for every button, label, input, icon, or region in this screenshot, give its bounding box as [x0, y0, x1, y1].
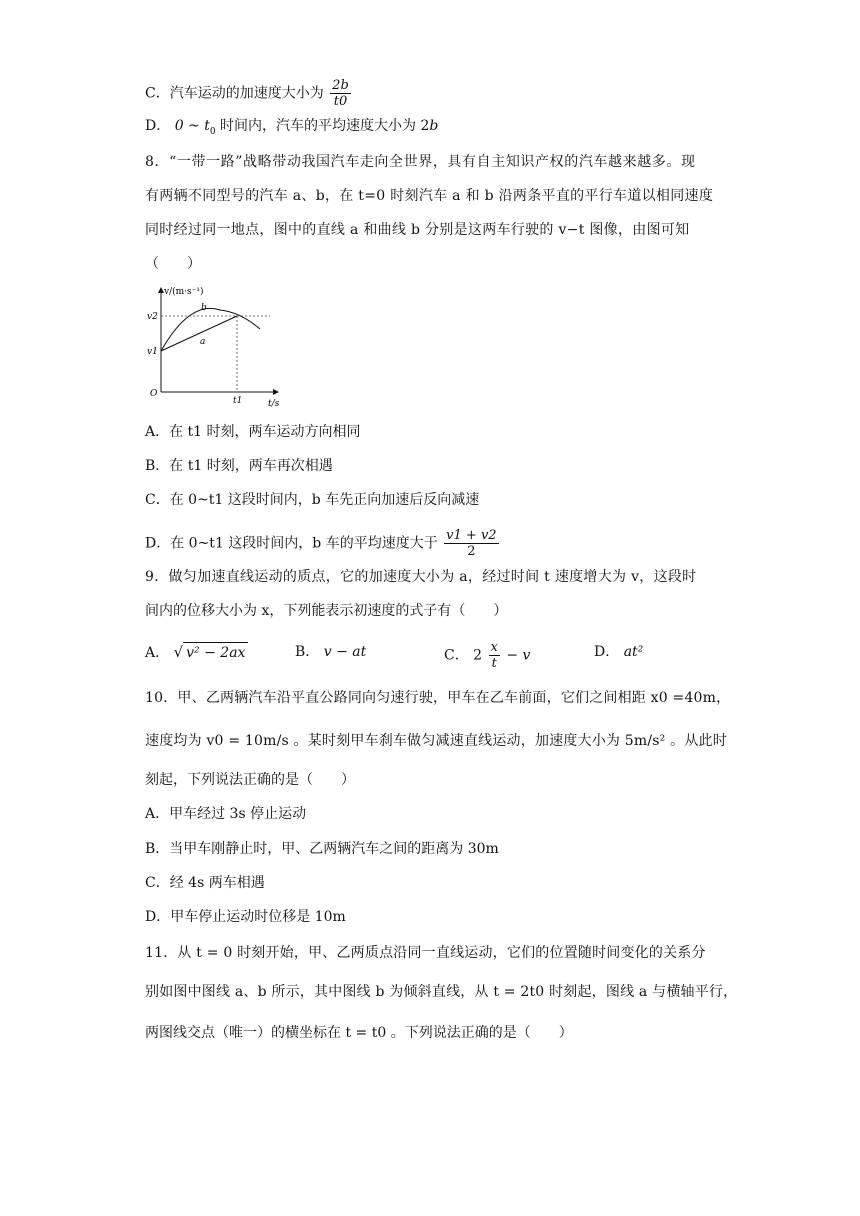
q7-option-d-range: 0 ~ t	[174, 118, 210, 134]
q7-option-c-numerator: 2b	[332, 78, 349, 93]
q7-option-d-var: b	[429, 118, 439, 134]
q11-stem-line-3: 两图线交点（唯一）的横坐标在 t = t0 。下列说法正确的是（ ）	[145, 1025, 573, 1041]
q11-stem-line-1: 11．从 t = 0 时刻开始，甲、乙两质点沿同一直线运动，它们的位置随时间变化的关系分	[145, 945, 706, 961]
q7-option-c-denominator: t0	[330, 93, 351, 109]
q9-option-c-numerator: x	[490, 640, 498, 655]
q8-option-c: C．在 0~t1 这段时间内，b 车先正向加速后反向减速	[145, 492, 480, 508]
q7-option-c-text: 汽车运动的加速度大小为	[169, 85, 324, 102]
q8-option-d-numerator: v1 + v2	[446, 528, 497, 543]
q7-option-c-fraction	[330, 78, 351, 109]
q10-stem-line-3: 刻起，下列说法正确的是（ ）	[145, 772, 355, 788]
graph-label-a: a	[200, 337, 206, 347]
q7-option-d-sub: 0	[209, 126, 216, 137]
q9-option-d	[594, 642, 643, 662]
graph-ylabel: v/(m·s⁻¹)	[164, 287, 204, 297]
q8-option-b: B．在 t1 时刻，两车再次相遇	[145, 458, 333, 474]
q9-option-b-expr: v − at	[323, 644, 367, 660]
q9-option-d-expr: at²	[623, 644, 644, 660]
q9-option-a: A． √ v² − 2ax	[145, 642, 248, 663]
q9-stem-line-1: 9．做匀加速直线运动的质点，它的加速度大小为 a，经过时间 t 速度增大为 v，这段时	[145, 569, 697, 585]
q7-option-c-label: C．	[145, 85, 170, 102]
q8-option-d-denominator: 2	[444, 543, 498, 559]
graph-v2-tick: v2	[147, 312, 158, 322]
q9-option-a-label: A．	[145, 645, 170, 661]
q8-option-a: A．在 t1 时刻，两车运动方向相同	[145, 424, 361, 440]
q9-option-b-label: B．	[295, 644, 320, 660]
q9-option-c-fraction	[489, 640, 500, 671]
q10-option-c: C．经 4s 两车相遇	[145, 875, 265, 891]
q10-stem-line-2: 速度均为 v0 = 10m/s 。某时刻甲车刹车做匀减速直线运动，加速度大小为 5m/s² 。从此时	[145, 733, 727, 749]
graph-t1-tick: t1	[233, 396, 243, 406]
q7-option-c	[145, 78, 353, 109]
q8-answer-paren: （ ）	[145, 256, 201, 272]
q8-option-d-fraction	[444, 528, 498, 559]
q7-option-d	[145, 116, 438, 142]
q8-stem-line-3: 同时经过同一地点，图中的直线 a 和曲线 b 分别是这两车行驶的 v−t 图像，由图可知	[145, 222, 690, 238]
q9-option-c	[444, 640, 530, 671]
q8-vt-graph	[140, 282, 290, 412]
graph-label-b: b	[201, 303, 207, 313]
q9-option-c-denominator: t	[489, 655, 500, 671]
q8-stem-line-1: 8．“一带一路”战略带动我国汽车走向全世界，具有自主知识产权的汽车越来越多。现	[145, 154, 696, 170]
q8-option-d-text: D．在 0~t1 这段时间内，b 车的平均速度大于	[145, 535, 438, 552]
graph-origin: O	[150, 389, 158, 399]
q9-option-c-label: C．	[444, 647, 469, 664]
q9-option-b	[295, 642, 366, 662]
q8-option-d	[145, 528, 501, 559]
q10-option-d: D．甲车停止运动时位移是 10m	[145, 909, 346, 925]
q8-stem-line-2: 有两辆不同型号的汽车 a、b，在 t=0 时刻汽车 a 和 b 沿两条平直的平行车道以相同速度	[145, 188, 714, 204]
q7-option-d-label: D．	[145, 118, 171, 134]
q10-stem-line-1: 10．甲、乙两辆汽车沿平直公路同向匀速行驶，甲车在乙车前面，它们之间相距 x0 =40m，	[145, 690, 731, 706]
q7-option-d-text: 时间内，汽车的平均速度大小为 2	[220, 118, 430, 134]
graph-v1-tick: v1	[147, 347, 158, 357]
q9-option-c-coef: 2	[473, 647, 483, 664]
q9-option-c-tail: − v	[506, 647, 531, 664]
q9-stem-line-2: 间内的位移大小为 x，下列能表示初速度的式子有（ ）	[145, 603, 508, 619]
q11-stem-line-2: 别如图中图线 a、b 所示，其中图线 b 为倾斜直线，从 t = 2t0 时刻起，图线 a 与横轴平行，	[145, 984, 738, 1000]
q10-option-a: A．甲车经过 3s 停止运动	[145, 806, 307, 822]
graph-xlabel: t/s	[268, 399, 280, 409]
q10-option-b: B．当甲车刚静止时，甲、乙两辆汽车之间的距离为 30m	[145, 841, 499, 857]
q9-option-d-label: D．	[594, 644, 620, 660]
q9-option-a-expr: v² − 2ax	[183, 642, 248, 663]
